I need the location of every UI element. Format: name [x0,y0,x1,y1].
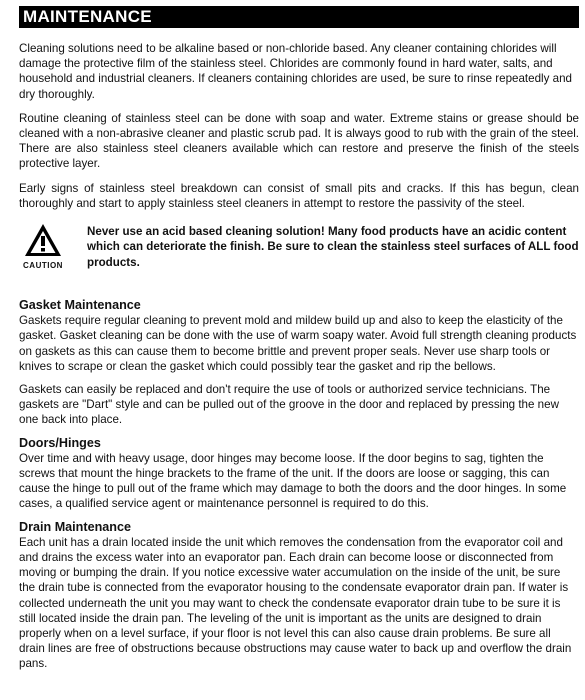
maintenance-page [19,6,579,672]
doors-heading: Doors/Hinges [19,435,101,450]
warning-triangle-icon [24,223,62,257]
drain-heading: Drain Maintenance [19,519,131,534]
gasket-paragraph-cleaning: Gaskets require regular cleaning to prevent mold and mildew build up and also to keep the elasticity of the gasket. Gasket cleaning can be done with the use of warm soapy water. Avoid full strength cleaning products on gaskets as this can cause them to become brittle and prevent proper seals. Never use sharp tools or knives to scrape or clean the gasket which could possibly tear the gasket and rip the bellows. [19,314,577,374]
gasket-heading: Gasket Maintenance [19,298,141,313]
drain-paragraph: Each unit has a drain located inside the unit which removes the condensation from the evaporator coil and and drains the excess water into an evaporator pan. Each drain can become loose or disconnected from moving or bumping the drain. If you notice excessive water accumulation on the inside of the unit, be sure the drain tube is connected from the evaporator housing to the condensate evaporator drain pan. If water is collected underneath the unit you may want to check the condensate evaporator drain tube to be sure it is still located inside the drain pan. The leveling of the unit is important as the units are designed to drain properly when on a level surface, if your floor is not level this can also cause drain problems. Be sure all drain lines are free of obstructions because obstructions may cause water to back up and overflow the drain pans. [19,535,572,671]
doors-paragraph: Over time and with heavy usage, door hinges may become loose. If the door begins to sag, tighten the screws that mount the hinge brackets to the frame of the unit. If the doors are loose or sagging, this can cause the hinge to pull out of the frame which may damage to both the doors and the door hinges. In some cases, a qualified service agent or maintenance personnel is required to do this. [19,451,567,511]
gasket-section [19,298,579,428]
intro-section [19,41,579,211]
caution-notice [19,223,579,281]
section-header: MAINTENANCE [19,6,579,28]
intro-paragraph-routine-cleaning: Routine cleaning of stainless steel can be done with soap and water. Extreme stains or grease should be cleaned with a non-abrasive cleaner and plastic scrub pad. It is always good to rub with the grain of the steel. There are also stainless steel cleaners available which can restore and preserve the finish of the steels protective layer. [19,111,579,171]
gasket-paragraph-replacement: Gaskets can easily be replaced and don't require the use of tools or authorized service technicians. The gaskets are "Dart" style and can be pulled out of the groove in the door and replaced by pressing the new one back into place. [19,382,559,427]
caution-icon-block [23,223,63,270]
doors-section [19,436,579,512]
caution-text: Never use an acid based cleaning solution! Many food products have an acidic content which can deteriorate the finish. Be sure to clean the stainless steel surfaces of ALL food products. [87,225,579,269]
intro-paragraph-breakdown: Early signs of stainless steel breakdown can consist of small pits and cracks. If this has begun, clean thoroughly and start to apply stainless steel cleaners in attempt to restore the passivity of the steel. [19,181,579,210]
caution-label: CAUTION [23,261,63,271]
intro-paragraph-chlorides: Cleaning solutions need to be alkaline based or non-chloride based. Any cleaner containing chlorides will damage the protective film of the stainless steel. Chlorides are commonly found in hard water, salts, and household and industrial cleaners. If cleaners containing chlorides are used, be sure to rinse repeatedly and dry thoroughly. [19,42,572,101]
drain-section [19,520,579,672]
